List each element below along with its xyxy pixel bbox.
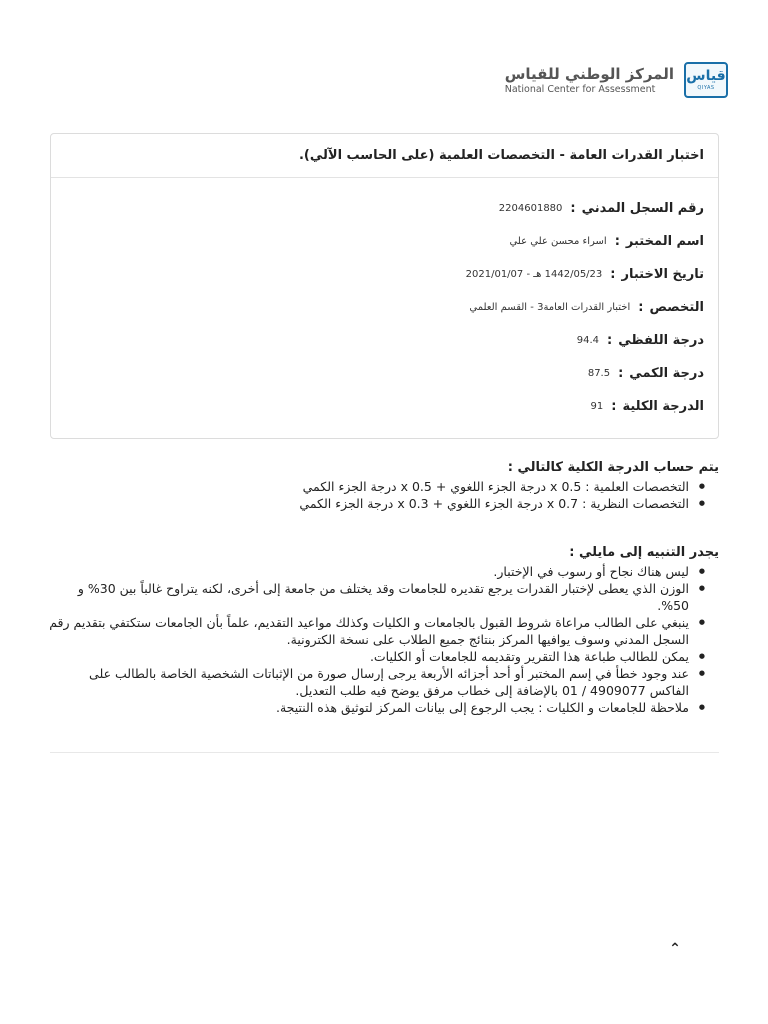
notes-section bbox=[48, 543, 719, 716]
result-row bbox=[65, 258, 704, 291]
result-row bbox=[65, 324, 704, 357]
result-row-value: اسراء محسن علي علي bbox=[509, 236, 607, 247]
result-row bbox=[65, 225, 704, 258]
result-row-value: 91 bbox=[590, 401, 604, 412]
result-card bbox=[50, 133, 719, 439]
result-row-label: درجة اللفظي bbox=[618, 333, 704, 348]
calculation-title: يتم حساب الدرجة الكلية كالتالي : bbox=[507, 460, 719, 475]
calculation-section bbox=[48, 458, 719, 512]
result-row-label: الدرجة الكلية bbox=[622, 399, 704, 414]
result-row-label: رقم السجل المدني bbox=[581, 201, 704, 216]
list-item: ● التخصصات النظرية : 0.7 x درجة الجزء اللغوي + 0.3 x درجة الجزء الكمي bbox=[48, 495, 719, 512]
result-card-header bbox=[51, 134, 718, 178]
result-row-colon: : bbox=[607, 333, 613, 348]
result-row-label: التخصص bbox=[649, 300, 704, 315]
result-row-colon: : bbox=[611, 399, 617, 414]
result-row-value: 87.5 bbox=[587, 368, 611, 379]
list-item: ● عند وجود خطأ في إسم المختبر أو أحد أجزائه الأربعة يرجى إرسال صورة من الإثباتات الشخصية الخاصة بالطالب على الفاكس 4909077 / 01 بالإضافة إلى خطاب مرفق يوضح فيه طلب التعديل. bbox=[48, 665, 719, 699]
list-item: ● ينبغي على الطالب مراعاة شروط القبول بالجامعات و الكليات وكذلك مواعيد التقديم، علماً بأن الجامعات ستكتفي بتقديم رقم السجل المدني وسوف يوافيها المركز بنتائج جميع الطلاب على نسخة الكترونية. bbox=[48, 614, 719, 648]
result-row-label: تاريخ الاختبار bbox=[621, 267, 704, 282]
result-row-colon: : bbox=[638, 300, 644, 315]
result-row-colon: : bbox=[618, 366, 624, 381]
list-item: ● التخصصات العلمية : 0.5 x درجة الجزء اللغوي + 0.5 x درجة الجزء الكمي bbox=[48, 478, 719, 495]
list-item: ● ملاحظة للجامعات و الكليات : يجب الرجوع إلى بيانات المركز لتوثيق هذه النتيجة. bbox=[48, 699, 719, 716]
qiyas-logo-icon bbox=[684, 62, 728, 98]
result-row-value: 94.4 bbox=[576, 335, 600, 346]
result-rows bbox=[51, 178, 718, 423]
notes-title: يجدر التنبيه إلى مايلي : bbox=[569, 545, 719, 560]
result-row-colon: : bbox=[614, 234, 620, 249]
list-item: ● يمكن للطالب طباعة هذا التقرير وتقديمه للجامعات أو الكليات. bbox=[48, 648, 719, 665]
result-row-value: 1442/05/23 هـ - 2021/01/07 bbox=[465, 269, 603, 280]
brand-name-en: National Center for Assessment bbox=[504, 84, 656, 96]
result-row-label: درجة الكمي bbox=[629, 366, 704, 381]
result-row bbox=[65, 357, 704, 390]
divider bbox=[50, 752, 719, 753]
result-row-colon: : bbox=[610, 267, 616, 282]
list-item: ● الوزن الذي يعطى لإختبار القدرات يرجع تقديره للجامعات وقد يختلف من جامعة إلى أخرى، لكنه يتراوح غالباً بين 30% و 50%. bbox=[48, 580, 719, 614]
result-row bbox=[65, 291, 704, 324]
brand-name bbox=[505, 65, 674, 96]
calculation-list bbox=[48, 478, 719, 512]
result-row-value: اختبار القدرات العامة3 - القسم العلمي bbox=[469, 302, 631, 313]
exam-title: اختبار القدرات العامة - التخصصات العلمية (على الحاسب الآلي). bbox=[298, 148, 704, 163]
result-row-label: اسم المختبر bbox=[625, 234, 704, 249]
result-row-value: 2204601880 bbox=[498, 203, 563, 214]
brand-name-ar: المركز الوطني للقياس bbox=[504, 64, 674, 83]
result-row bbox=[65, 390, 704, 423]
chevron-up-icon[interactable]: ⌃ bbox=[669, 941, 681, 957]
header bbox=[505, 62, 728, 98]
logo-glyph: قياس bbox=[686, 68, 726, 84]
logo-sub: QIYAS bbox=[697, 85, 715, 91]
notes-list bbox=[48, 563, 719, 716]
result-row bbox=[65, 192, 704, 225]
result-row-colon: : bbox=[570, 201, 576, 216]
list-item: ● ليس هناك نجاح أو رسوب في الإختبار. bbox=[48, 563, 719, 580]
